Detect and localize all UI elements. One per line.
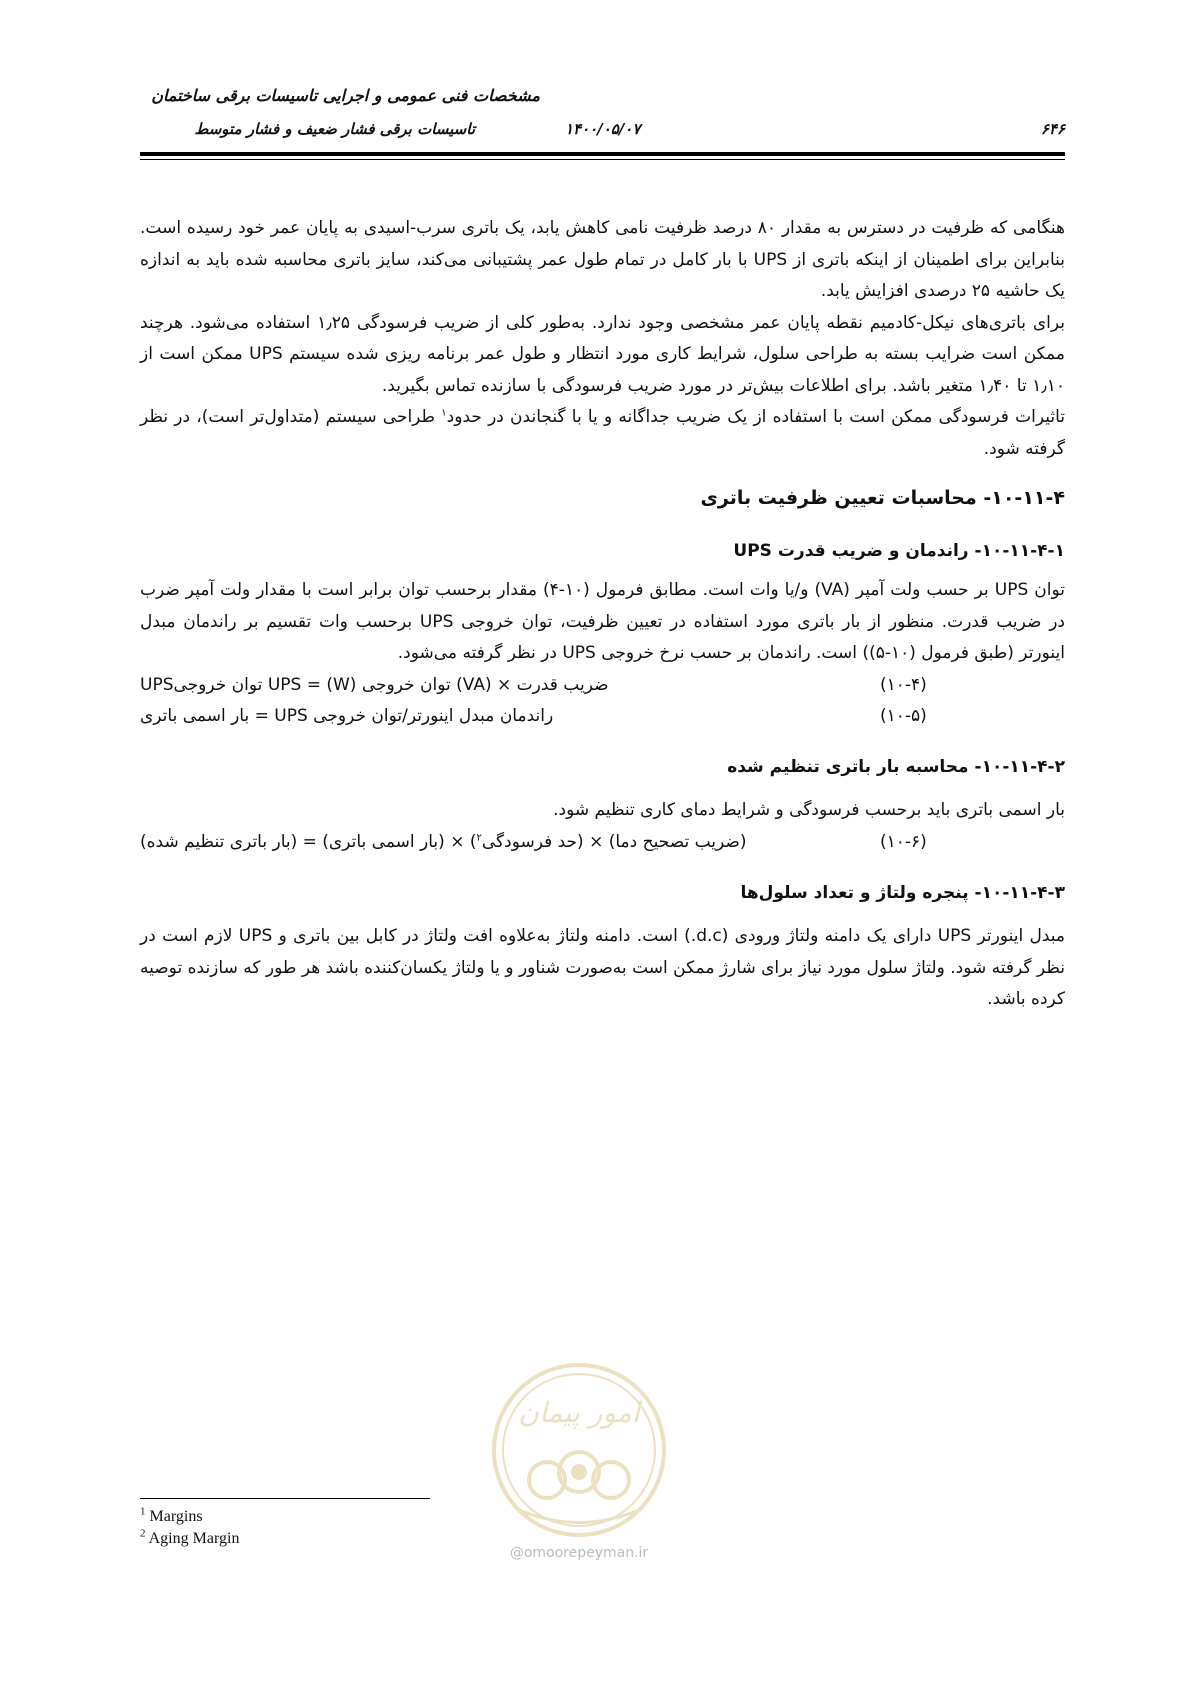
formula-10-5-text: راندمان مبدل اینورتر/توان خروجی UPS = بار اسمی باتری: [140, 705, 554, 726]
footnote-1-text: Margins: [149, 1508, 203, 1525]
header-subtitle: تاسیسات برقی فشار ضعیف و فشار متوسط: [194, 120, 475, 138]
watermark-text: امور پیمان: [518, 1396, 640, 1429]
formula-10-4-number: (۱۰-۴): [880, 674, 927, 695]
footnote-2-text: Aging Margin: [148, 1530, 240, 1547]
heading-battery-capacity: ۱۰-۱۱-۴- محاسبات تعیین ظرفیت باتری: [700, 487, 1065, 509]
footnote-2: [140, 1528, 239, 1550]
formula-10-6-a: (ضریب تصحیح دما) × (حد فرسودگی: [481, 831, 747, 852]
header-rule-thin: [140, 159, 1065, 160]
header-date: ۱۴۰۰/۰۵/۰۷: [565, 120, 641, 138]
footnote-ref-1: ۱: [441, 407, 447, 419]
footnote-1: [140, 1506, 239, 1528]
formula-10-6-number: (۱۰-۶): [880, 831, 927, 852]
heading-efficiency-power-factor: ۱۰-۱۱-۴-۱- راندمان و ضریب قدرت UPS: [733, 540, 1065, 561]
paragraph-rated-load: بار اسمی باتری باید برحسب فرسودگی و شرایط دمای کاری تنظیم شود.: [553, 800, 1065, 820]
paragraph-aging-effects: [140, 402, 1065, 465]
formula-10-6: [140, 827, 1065, 858]
watermark-logo: [489, 1360, 669, 1540]
footnotes: [140, 1506, 239, 1550]
formula-10-5-number: (۱۰-۵): [880, 705, 927, 726]
paragraph-nicd: برای باتری‌های نیکل-کادمیم نقطه پایان عمر مشخصی وجود ندارد. به‌طور کلی از ضریب فرسودگی ۱٫۲۵ استفاده می‌شود. هرچند ممکن است ضرایب بسته به طراحی سلول، شرایط کاری مورد انتظار و طول عمر برنامه ریزی شده سیستم UPS ممکن است از ۱٫۱۰ تا ۱٫۴۰ متغیر باشد. برای اطلاعات بیش‌تر در مورد ضریب فرسودگی با سازنده تماس بگیرید.: [140, 312, 1066, 396]
header-row: [140, 120, 1065, 144]
paragraph-aging-a: تاثیرات فرسودگی ممکن است با استفاده از یک ضریب جداگانه و یا با گنجاندن در حدود: [446, 407, 1066, 427]
footnote-2-number: 2: [140, 1527, 146, 1540]
footnote-1-number: 1: [140, 1505, 146, 1518]
formula-10-6-text: [140, 827, 746, 859]
header-rule-thick: [140, 152, 1065, 156]
paragraph-aging-b: طراحی سیستم (متداول‌تر است)، در نظر گرفته شود.: [140, 407, 1065, 459]
footnote-rule: [140, 1498, 430, 1499]
page-content: [140, 213, 1065, 1016]
formula-10-5: [140, 701, 1065, 732]
footnote-ref-2: ۲: [476, 831, 482, 843]
formula-10-4: [140, 670, 1065, 701]
page-number: ۶۴۶: [1040, 120, 1065, 138]
heading-adjusted-load: ۱۰-۱۱-۴-۲- محاسبه بار باتری تنظیم شده: [727, 756, 1065, 777]
paragraph-ups-power: توان UPS بر حسب ولت آمپر (VA) و/یا وات است. مطابق فرمول (۱۰-۴) مقدار برحسب توان برابر است با مقدار ولت آمپر ضرب در ضریب قدرت. منظور از بار باتری مورد استفاده در تعیین ظرفیت، توان خروجی UPS برحسب وات تقسیم بر راندمان مبدل اینورتر (طبق فرمول (۱۰-۵)) است. راندمان بر حسب نرخ خروجی UPS در نظر گرفته می‌شود.: [140, 580, 1065, 663]
paragraph-lead-acid: هنگامی که ظرفیت در دسترس به مقدار ۸۰ درصد ظرفیت نامی کاهش یابد، یک باتری سرب-اسیدی به پایان عمر خود رسیده است. بنابراین برای اطمینان از اینکه باتری از UPS با بار کامل در تمام طول عمر پشتیبانی می‌کند، سایز باتری محاسبه شده باید به اندازه یک حاشیه ۲۵ درصدی افزایش یابد.: [140, 218, 1065, 301]
watermark-url: @omoorepeyman.ir: [509, 1545, 649, 1561]
paragraph-inverter-voltage: مبدل اینورتر UPS دارای یک دامنه ولتاژ ورودی (d.c.) است. دامنه ولتاژ به‌علاوه افت ولتاژ در کابل بین باتری و UPS لازم است در نظر گرفته شود. ولتاژ سلول مورد نیاز برای شارژ ممکن است به‌صورت شناور و یا ولتاژ یکسان‌کننده باشد هر طور که سازنده توصیه کرده باشد.: [140, 926, 1065, 1009]
formula-10-4-text: ضریب قدرت × (VA) توان خروجی UPS = (W) توان خروجیUPS: [140, 674, 609, 695]
header-title: مشخصات فنی عمومی و اجرایی تاسیسات برقی ساختمان: [151, 86, 540, 105]
heading-voltage-window: ۱۰-۱۱-۴-۳- پنجره ولتاژ و تعداد سلول‌ها: [740, 882, 1065, 903]
formula-10-6-b: ) × (بار اسمی باتری) = (بار باتری تنظیم شده): [140, 831, 477, 852]
